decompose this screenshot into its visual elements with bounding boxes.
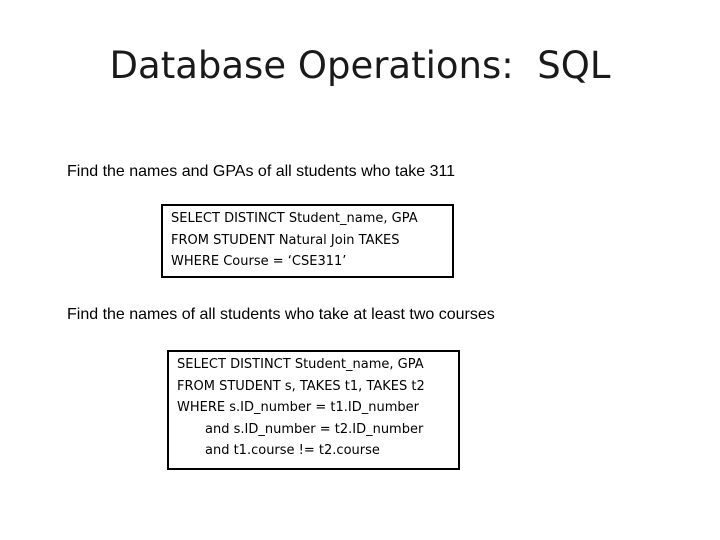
sql-line-select: SELECT DISTINCT Student_name, GPA	[171, 211, 418, 226]
sql-line-from: FROM STUDENT Natural Join TAKES	[171, 232, 400, 248]
query-2-sql-box	[167, 350, 460, 470]
sql-line-where: WHERE s.ID_number = t1.ID_number	[177, 400, 419, 415]
sql-line-and-condition: and t1.course != t2.course	[205, 443, 380, 458]
sql-line-select: SELECT DISTINCT Student_name, GPA	[177, 357, 424, 372]
sql-line-where: WHERE Course = ‘CSE311’	[171, 254, 347, 269]
query-1-prompt: Find the names and GPAs of all students who take 311	[67, 163, 456, 180]
query-2-prompt: Find the names of all students who take at least two courses	[67, 306, 495, 323]
slide-title: Database Operations: SQL	[109, 44, 611, 87]
sql-line-from: FROM STUDENT s, TAKES t1, TAKES t2	[177, 378, 425, 394]
sql-line-and-condition: and s.ID_number = t2.ID_number	[205, 421, 424, 437]
query-1-sql-box	[161, 204, 454, 278]
